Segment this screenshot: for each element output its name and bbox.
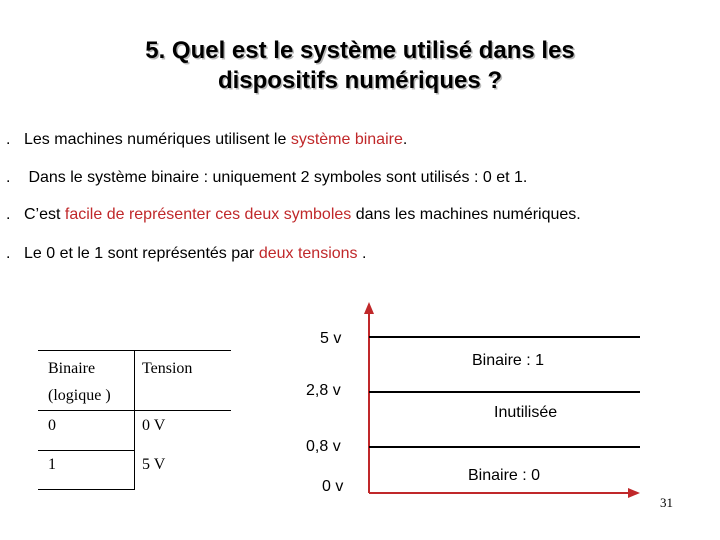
bullet-3-text-b: dans les machines numériques.	[351, 206, 581, 223]
label-5v: 5 v	[320, 330, 342, 347]
label-0v: 0 v	[322, 478, 344, 495]
zone-binaire-0: Binaire : 0	[468, 467, 541, 484]
cell-binaire-1: 1	[48, 456, 56, 473]
bullet-2-text: Dans le système binaire : uniquement 2 symboles sont utilisés : 0 et 1.	[24, 169, 528, 186]
cell-tension-0: 0 V	[142, 417, 166, 434]
bullet-3-text-a: C’est	[24, 206, 65, 223]
bullet-marker: .	[6, 131, 11, 148]
title-line-2: dispositifs numériques ?	[217, 67, 503, 94]
bullet-1-text-a: Les machines numériques utilisent le	[24, 131, 291, 148]
title-line-1: 5. Quel est le système utilisé dans les	[145, 37, 575, 64]
header-tension: Tension	[142, 360, 193, 377]
label-0-8v: 0,8 v	[306, 438, 341, 455]
voltage-axis-arrowhead	[364, 302, 374, 314]
bullet-marker: .	[6, 206, 11, 223]
bullet-marker: .	[6, 245, 11, 262]
header-binaire: Binaire	[48, 360, 96, 377]
zone-inutilisee: Inutilisée	[494, 404, 558, 421]
bullet-4-text-a: Le 0 et le 1 sont représentés par	[24, 245, 259, 262]
page-number: 31	[660, 495, 673, 510]
cell-binaire-0: 0	[48, 417, 56, 434]
bullet-4-text-b: .	[357, 245, 367, 262]
time-axis-arrowhead	[628, 488, 640, 498]
bullet-1-text-b: .	[402, 131, 408, 148]
bullet-1-highlight: système binaire	[290, 131, 403, 148]
zone-binaire-1: Binaire : 1	[472, 352, 545, 369]
label-2-8v: 2,8 v	[306, 382, 341, 399]
header-logique: (logique )	[48, 387, 111, 404]
bullet-marker: .	[6, 169, 11, 186]
bullet-3-highlight: facile de représenter ces deux symboles	[64, 206, 352, 223]
cell-tension-1: 5 V	[142, 456, 166, 473]
bullet-4-highlight: deux tensions	[258, 245, 358, 262]
